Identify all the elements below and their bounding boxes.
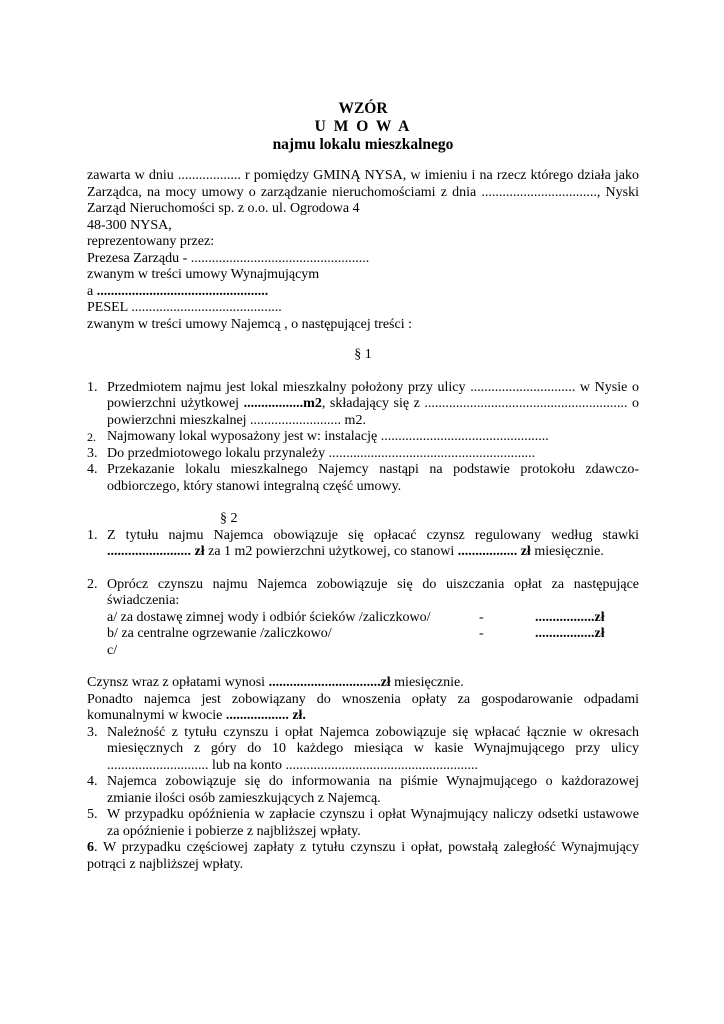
s2-item-4 [87,774,639,807]
fee-row-amount: .................zł [535,626,605,641]
section-1-heading: § 1 [354,347,372,362]
s1-item-3-text: Do przedmiotowego lokalu przynależy ........................................................... [107,445,536,461]
waste-fee-paragraph [87,692,639,725]
s1-item-1-num: 1. [87,379,98,395]
fee-row-label: a/ za dostawę zimnej wody i odbiór ścieków /zaliczkowo/ [107,609,431,625]
s2-item-1 [87,528,639,561]
fee-row-label: b/ za centralne ogrzewanie /zaliczkowo/ [107,626,332,641]
doc-title-wzor: WZÓR [338,100,388,117]
s2-item-1-text-e: miesięcznie. [530,544,604,559]
s2-item-4-text: Najemca zobowiązuje się do informowania na piśmie Wynajmującego o każdorazowej zmianie ilości osób zamieszkujących z Najemcą. [107,774,639,806]
s2-item-6-text: . W przypadku częściowej zapłaty z tytułu czynszu i opłat, powstałą zaległość Wynajmujący potrąci z najbliższej wpłaty. [87,840,639,872]
fee-row-dash: - [479,609,484,625]
intro-zarzadca-text: , w imieniu i na rzecz którego działa jako Zarządca, na mocy umowy o zarządzanie nieruchomościami z dnia ................................., Nyski Zarząd Nieruchomości sp. z o.o. ul. Ogrodowa 4 [87,168,640,216]
s2-item-5-num: 5. [87,807,98,822]
s1-item-1-area: .................m2 [243,396,322,411]
intro-landlord-name: zwanym w treści umowy Wynajmującym [87,267,320,282]
intro-paragraph [87,168,639,218]
total-rent-amount: ................................zł [268,675,391,690]
document-page [87,100,639,873]
s2-item-1-num: 1. [87,527,98,543]
s2-item-1-text-a: Z tytułu najmu Najemca obowiązuje się opłacać czynsz regulowany według stawki [107,527,639,543]
total-rent-line [87,675,639,692]
s1-item-1-text-a: Przedmiotem najmu jest lokal mieszkalny położony przy ulicy .............................. w Nysie o powierzchni użytkowej [107,379,639,411]
s2-item-2 [87,577,639,610]
section-2-heading: § 2 [220,511,238,526]
s1-item-3-num: 3. [87,445,98,461]
intro-city: 48-300 NYSA, [87,217,172,233]
fee-row [107,610,639,627]
s1-item-4-text: Przekazanie lokalu mieszkalnego Najemcy nastąpi na podstawie protokołu zdawczo-odbiorczego, który stanowi integralną część umowy. [107,462,639,494]
waste-fee-text: Ponadto najemca jest zobowiązany do wnoszenia opłaty za gospodarowanie odpadami komunalnymi w kwocie [87,691,639,723]
intro-represented: reprezentowany przez: [87,234,215,249]
total-rent-suffix: miesięcznie. [390,675,464,690]
s2-item-6 [87,840,639,873]
intro-tenant-a: a [87,283,94,299]
s1-item-2-num: 2. [87,430,96,444]
s1-item-2-text: Najmowany lokal wyposażony jest w: instalację ................................................ [107,429,549,444]
intro-gmina: GMINĄ NYSA [313,168,403,183]
s1-item-3 [87,446,639,463]
s1-item-2 [87,429,639,446]
intro-tenant-name: zwanym w treści umowy Najemcą , o następującej treści : [87,316,412,332]
fee-row-dash: - [479,626,484,641]
s2-item-1-monthly: ................. zł [457,544,531,559]
doc-title-umowa: U M O W A [314,118,412,135]
s1-item-1-text-c: , składający się z .......................................................... o powierzchni mieszkalnej .......................... m2. [107,396,640,428]
s2-item-6-num: 6 [87,840,94,855]
total-rent-text: Czynsz wraz z opłatami wynosi [87,675,266,690]
waste-fee-amount: .................. zł. [222,708,306,723]
s2-item-1-rate: ........................ zł [107,544,205,559]
intro-tenant-line [87,284,639,301]
s2-item-5-text: W przypadku opóźnienia w zapłacie czynszu i opłat Wynajmujący naliczy odsetki ustawowe za opóźnienie i pobierze z najbliższej wpłaty. [107,807,639,839]
fee-row [107,643,639,660]
fee-row-label: c/ [107,642,118,658]
s1-item-4 [87,462,639,495]
intro-pesel: PESEL ........................................... [87,300,282,315]
s2-item-5 [87,807,639,840]
intro-tenant-blank: ................................................. [96,283,269,299]
s2-item-3-num: 3. [87,724,98,740]
doc-subtitle: najmu lokalu mieszkalnego [272,136,454,153]
fee-row-amount: .................zł [535,609,605,625]
intro-president: Prezesa Zarządu - ................................................... [87,250,370,266]
s2-item-1-text-c: za 1 m2 powierzchni użytkowej, co stanowi [204,544,455,559]
intro-date-text: zawarta w dniu .................. r pomiędzy [87,168,309,183]
fee-row [107,626,639,643]
s1-item-1 [87,380,639,430]
s1-item-4-num: 4. [87,462,98,477]
s2-item-3 [87,725,639,775]
s2-item-3-text: Należność z tytułu czynszu i opłat Najemca zobowiązuje się wpłacać łącznie w okresach miesięcznych z góry do 10 każdego miesiąca w kasie Wynajmującego przy ulicy ............................. lub na konto ....................................................... [107,724,639,773]
s2-item-2-num: 2. [87,576,98,592]
s2-item-4-num: 4. [87,774,98,789]
s2-item-2-text: Oprócz czynszu najmu Najemca zobowiązuje się do uiszczania opłat za następujące świadczenia: [107,576,639,608]
s2-fees-list [87,610,639,660]
